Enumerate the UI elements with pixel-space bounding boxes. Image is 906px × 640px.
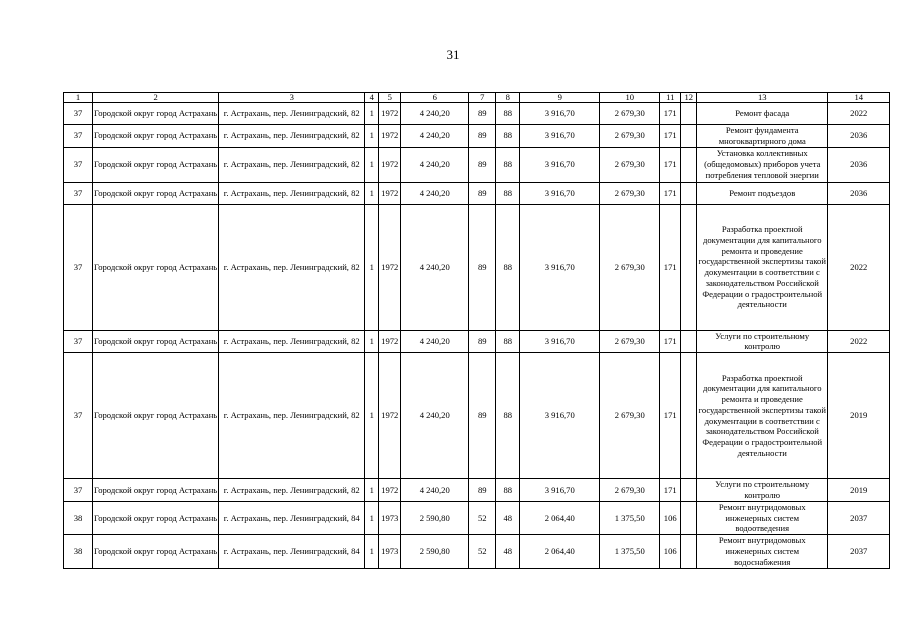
cell-c7: 89 bbox=[469, 353, 496, 479]
cell-number: 38 bbox=[64, 535, 93, 568]
cell-c7: 89 bbox=[469, 182, 496, 204]
cell-c7: 89 bbox=[469, 125, 496, 148]
table-row bbox=[64, 330, 890, 353]
cell-area-other: 2 679,30 bbox=[600, 147, 660, 182]
cell-municipality: Городской округ город Астрахань bbox=[93, 353, 219, 479]
cell-c4: 1 bbox=[365, 479, 379, 502]
table-row bbox=[64, 103, 890, 125]
cell-address: г. Астрахань, пер. Ленинградский, 82 bbox=[219, 204, 365, 330]
column-number: 6 bbox=[401, 93, 469, 103]
cell-address: г. Астрахань, пер. Ленинградский, 84 bbox=[219, 501, 365, 534]
cell-area-total: 4 240,20 bbox=[401, 103, 469, 125]
cell-residents: 171 bbox=[660, 353, 681, 479]
cell-municipality: Городской округ город Астрахань bbox=[93, 182, 219, 204]
column-number: 13 bbox=[697, 93, 828, 103]
cell-number: 37 bbox=[64, 182, 93, 204]
cell-number: 37 bbox=[64, 147, 93, 182]
cell-residents: 106 bbox=[660, 535, 681, 568]
column-number: 7 bbox=[469, 93, 496, 103]
cell-area-total: 4 240,20 bbox=[401, 147, 469, 182]
cell-area-living: 3 916,70 bbox=[520, 125, 600, 148]
cell-residents: 171 bbox=[660, 479, 681, 502]
cell-c8: 88 bbox=[496, 182, 520, 204]
cell-c4: 1 bbox=[365, 353, 379, 479]
cell-area-other: 2 679,30 bbox=[600, 182, 660, 204]
cell-c12 bbox=[681, 182, 697, 204]
cell-municipality: Городской округ город Астрахань bbox=[93, 479, 219, 502]
cell-area-other: 2 679,30 bbox=[600, 103, 660, 125]
cell-work-type: Установка коллективных (общедомовых) приборов учета потребления тепловой энергии bbox=[697, 147, 828, 182]
cell-address: г. Астрахань, пер. Ленинградский, 82 bbox=[219, 479, 365, 502]
table-row bbox=[64, 125, 890, 148]
column-number: 5 bbox=[379, 93, 401, 103]
cell-address: г. Астрахань, пер. Ленинградский, 82 bbox=[219, 125, 365, 148]
cell-area-other: 2 679,30 bbox=[600, 125, 660, 148]
cell-residents: 171 bbox=[660, 147, 681, 182]
cell-work-type: Разработка проектной документации для капитального ремонта и проведение государственной экспертизы такой документации в соответствии с законодательством Российской Федерации о градостроительной деятельности bbox=[697, 204, 828, 330]
cell-plan-year: 2022 bbox=[828, 330, 890, 353]
cell-c12 bbox=[681, 125, 697, 148]
cell-area-other: 2 679,30 bbox=[600, 353, 660, 479]
table-row bbox=[64, 479, 890, 502]
cell-c4: 1 bbox=[365, 501, 379, 534]
cell-plan-year: 2022 bbox=[828, 204, 890, 330]
cell-c4: 1 bbox=[365, 125, 379, 148]
cell-plan-year: 2037 bbox=[828, 535, 890, 568]
cell-work-type: Разработка проектной документации для капитального ремонта и проведение государственной экспертизы такой документации в соответствии с законодательством Российской Федерации о градостроительной деятельности bbox=[697, 353, 828, 479]
cell-c12 bbox=[681, 147, 697, 182]
cell-c12 bbox=[681, 501, 697, 534]
column-number: 3 bbox=[219, 93, 365, 103]
cell-plan-year: 2036 bbox=[828, 182, 890, 204]
cell-municipality: Городской округ город Астрахань bbox=[93, 103, 219, 125]
capital-repair-table bbox=[63, 92, 890, 569]
cell-area-living: 3 916,70 bbox=[520, 182, 600, 204]
cell-c8: 48 bbox=[496, 501, 520, 534]
cell-plan-year: 2036 bbox=[828, 147, 890, 182]
cell-c8: 88 bbox=[496, 353, 520, 479]
cell-year: 1972 bbox=[379, 204, 401, 330]
cell-work-type: Услуги по строительному контролю bbox=[697, 330, 828, 353]
cell-work-type: Ремонт внутридомовых инженерных систем водоснабжения bbox=[697, 535, 828, 568]
cell-number: 37 bbox=[64, 353, 93, 479]
cell-address: г. Астрахань, пер. Ленинградский, 82 bbox=[219, 353, 365, 479]
cell-work-type: Ремонт подъездов bbox=[697, 182, 828, 204]
cell-area-living: 3 916,70 bbox=[520, 330, 600, 353]
cell-c7: 89 bbox=[469, 103, 496, 125]
cell-address: г. Астрахань, пер. Ленинградский, 82 bbox=[219, 147, 365, 182]
page-number: 31 bbox=[446, 47, 460, 62]
cell-area-total: 2 590,80 bbox=[401, 535, 469, 568]
cell-area-other: 2 679,30 bbox=[600, 204, 660, 330]
cell-plan-year: 2036 bbox=[828, 125, 890, 148]
cell-c7: 89 bbox=[469, 147, 496, 182]
column-number: 11 bbox=[660, 93, 681, 103]
cell-c4: 1 bbox=[365, 330, 379, 353]
table-row bbox=[64, 147, 890, 182]
cell-year: 1973 bbox=[379, 535, 401, 568]
cell-c4: 1 bbox=[365, 535, 379, 568]
cell-number: 37 bbox=[64, 103, 93, 125]
column-number: 8 bbox=[496, 93, 520, 103]
cell-residents: 171 bbox=[660, 103, 681, 125]
cell-area-living: 3 916,70 bbox=[520, 479, 600, 502]
cell-year: 1972 bbox=[379, 182, 401, 204]
cell-municipality: Городской округ город Астрахань bbox=[93, 535, 219, 568]
cell-area-total: 4 240,20 bbox=[401, 330, 469, 353]
table-row bbox=[64, 182, 890, 204]
cell-municipality: Городской округ город Астрахань bbox=[93, 125, 219, 148]
cell-address: г. Астрахань, пер. Ленинградский, 82 bbox=[219, 182, 365, 204]
cell-c7: 89 bbox=[469, 204, 496, 330]
cell-area-living: 3 916,70 bbox=[520, 353, 600, 479]
cell-work-type: Ремонт фасада bbox=[697, 103, 828, 125]
cell-c8: 88 bbox=[496, 125, 520, 148]
cell-area-living: 2 064,40 bbox=[520, 535, 600, 568]
cell-area-total: 4 240,20 bbox=[401, 479, 469, 502]
cell-area-living: 3 916,70 bbox=[520, 103, 600, 125]
cell-c8: 88 bbox=[496, 330, 520, 353]
cell-area-living: 3 916,70 bbox=[520, 147, 600, 182]
cell-c12 bbox=[681, 204, 697, 330]
cell-municipality: Городской округ город Астрахань bbox=[93, 204, 219, 330]
cell-plan-year: 2037 bbox=[828, 501, 890, 534]
cell-address: г. Астрахань, пер. Ленинградский, 82 bbox=[219, 103, 365, 125]
column-number: 9 bbox=[520, 93, 600, 103]
cell-area-total: 4 240,20 bbox=[401, 204, 469, 330]
table-row bbox=[64, 353, 890, 479]
column-number: 10 bbox=[600, 93, 660, 103]
column-number-row bbox=[64, 93, 890, 103]
cell-residents: 106 bbox=[660, 501, 681, 534]
cell-c12 bbox=[681, 353, 697, 479]
cell-municipality: Городской округ город Астрахань bbox=[93, 501, 219, 534]
cell-number: 37 bbox=[64, 125, 93, 148]
cell-c8: 88 bbox=[496, 479, 520, 502]
column-number: 1 bbox=[64, 93, 93, 103]
table-row bbox=[64, 501, 890, 534]
column-number: 4 bbox=[365, 93, 379, 103]
column-number: 14 bbox=[828, 93, 890, 103]
cell-area-total: 4 240,20 bbox=[401, 182, 469, 204]
cell-c12 bbox=[681, 103, 697, 125]
cell-number: 38 bbox=[64, 501, 93, 534]
cell-residents: 171 bbox=[660, 182, 681, 204]
cell-number: 37 bbox=[64, 204, 93, 330]
cell-year: 1972 bbox=[379, 103, 401, 125]
cell-plan-year: 2019 bbox=[828, 353, 890, 479]
cell-municipality: Городской округ город Астрахань bbox=[93, 147, 219, 182]
cell-c12 bbox=[681, 330, 697, 353]
cell-year: 1972 bbox=[379, 125, 401, 148]
cell-c4: 1 bbox=[365, 147, 379, 182]
cell-c8: 88 bbox=[496, 204, 520, 330]
cell-c12 bbox=[681, 479, 697, 502]
cell-area-living: 2 064,40 bbox=[520, 501, 600, 534]
cell-c8: 88 bbox=[496, 147, 520, 182]
cell-year: 1972 bbox=[379, 479, 401, 502]
cell-c7: 52 bbox=[469, 535, 496, 568]
cell-number: 37 bbox=[64, 479, 93, 502]
cell-plan-year: 2022 bbox=[828, 103, 890, 125]
cell-year: 1973 bbox=[379, 501, 401, 534]
cell-c4: 1 bbox=[365, 204, 379, 330]
cell-residents: 171 bbox=[660, 330, 681, 353]
cell-address: г. Астрахань, пер. Ленинградский, 84 bbox=[219, 535, 365, 568]
cell-residents: 171 bbox=[660, 204, 681, 330]
cell-area-other: 2 679,30 bbox=[600, 479, 660, 502]
cell-year: 1972 bbox=[379, 147, 401, 182]
cell-c8: 88 bbox=[496, 103, 520, 125]
cell-c12 bbox=[681, 535, 697, 568]
column-number: 2 bbox=[93, 93, 219, 103]
cell-area-total: 2 590,80 bbox=[401, 501, 469, 534]
cell-work-type: Услуги по строительному контролю bbox=[697, 479, 828, 502]
cell-municipality: Городской округ город Астрахань bbox=[93, 330, 219, 353]
cell-number: 37 bbox=[64, 330, 93, 353]
table-row bbox=[64, 535, 890, 568]
cell-c7: 52 bbox=[469, 501, 496, 534]
cell-c4: 1 bbox=[365, 182, 379, 204]
cell-residents: 171 bbox=[660, 125, 681, 148]
column-number: 12 bbox=[681, 93, 697, 103]
cell-c8: 48 bbox=[496, 535, 520, 568]
cell-address: г. Астрахань, пер. Ленинградский, 82 bbox=[219, 330, 365, 353]
cell-area-total: 4 240,20 bbox=[401, 125, 469, 148]
cell-area-other: 1 375,50 bbox=[600, 535, 660, 568]
cell-work-type: Ремонт фундамента многоквартирного дома bbox=[697, 125, 828, 148]
cell-area-other: 2 679,30 bbox=[600, 330, 660, 353]
cell-year: 1972 bbox=[379, 330, 401, 353]
cell-c7: 89 bbox=[469, 479, 496, 502]
table-row bbox=[64, 204, 890, 330]
cell-year: 1972 bbox=[379, 353, 401, 479]
cell-area-total: 4 240,20 bbox=[401, 353, 469, 479]
cell-area-living: 3 916,70 bbox=[520, 204, 600, 330]
cell-c7: 89 bbox=[469, 330, 496, 353]
cell-c4: 1 bbox=[365, 103, 379, 125]
cell-area-other: 1 375,50 bbox=[600, 501, 660, 534]
cell-work-type: Ремонт внутридомовых инженерных систем водоотведения bbox=[697, 501, 828, 534]
cell-plan-year: 2019 bbox=[828, 479, 890, 502]
table-body bbox=[64, 93, 890, 569]
